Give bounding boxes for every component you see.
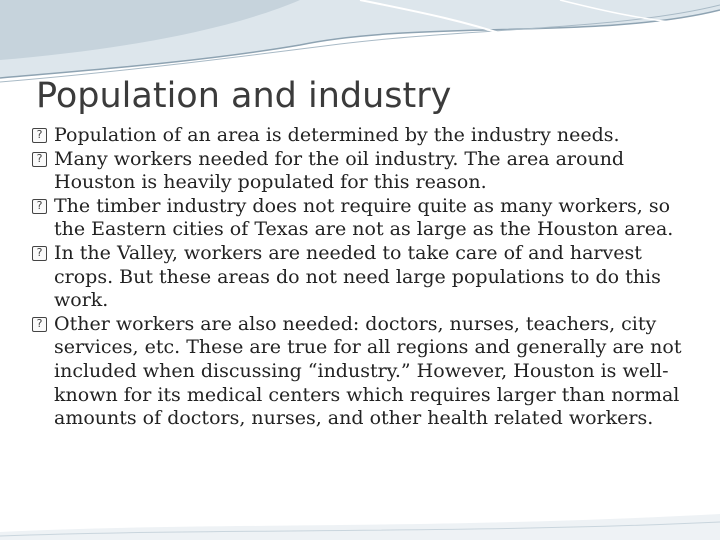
bullet-text: Other workers are also needed: doctors, nurses, teachers, city services, etc. These are true for all regions and generally are not included when discussing “industry.” However, Houston is well-known for its medical centers which requires larger than normal amounts of doctors, nurses, and other health related workers. — [54, 312, 682, 430]
missing-glyph-icon — [32, 128, 47, 143]
bullet-item — [32, 124, 704, 148]
bullet-item — [32, 313, 704, 431]
bullet-list — [32, 124, 704, 431]
footer-wave-decoration — [0, 500, 720, 540]
bullet-item — [32, 195, 704, 242]
missing-glyph-icon — [32, 317, 47, 332]
bullet-item — [32, 148, 704, 195]
slide-title: Population and industry — [36, 76, 452, 116]
bullet-item — [32, 242, 704, 313]
bullet-text: In the Valley, workers are needed to take care of and harvest crops. But these areas do not need large populations to do this work. — [54, 241, 661, 312]
missing-glyph-icon — [32, 199, 47, 214]
missing-glyph-icon — [32, 246, 47, 261]
bullet-text: The timber industry does not require quite as many workers, so the Eastern cities of Texas are not as large as the Houston area. — [54, 194, 674, 241]
bullet-text: Population of an area is determined by the industry needs. — [54, 124, 620, 146]
missing-glyph-icon — [32, 152, 47, 167]
bullet-text: Many workers needed for the oil industry. The area around Houston is heavily populated for this reason. — [54, 147, 625, 194]
